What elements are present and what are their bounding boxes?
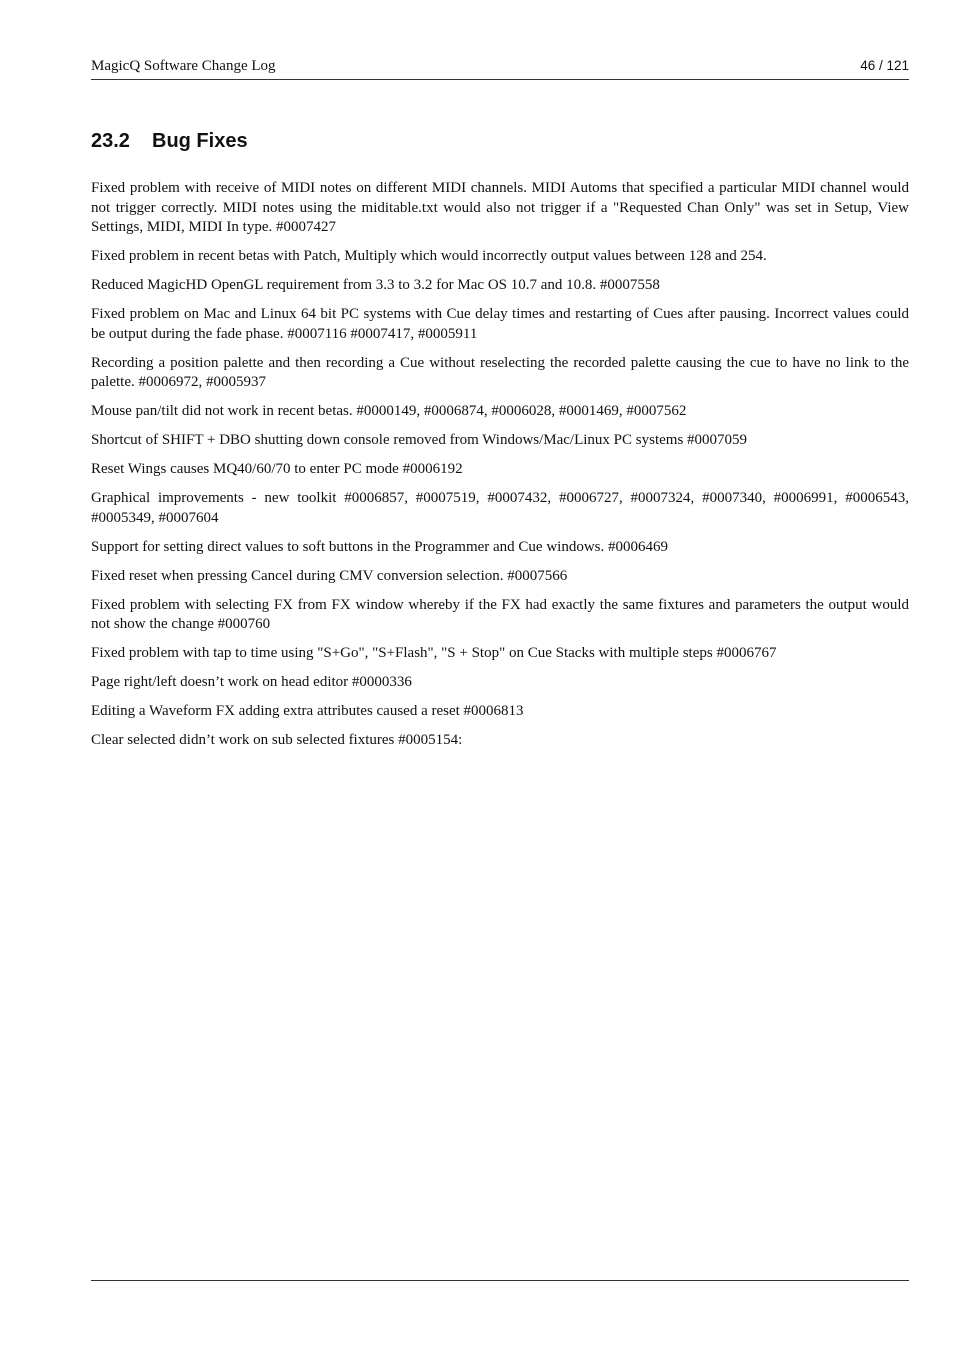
bug-fix-entry: Reset Wings causes MQ40/60/70 to enter PC mode #0006192 bbox=[91, 461, 463, 477]
bug-fix-entry: Fixed problem in recent betas with Patch, Multiply which would incorrectly output values between 128 and 254. bbox=[91, 248, 767, 264]
section-title: Bug Fixes bbox=[152, 130, 248, 152]
bug-fix-entry: Recording a position palette and then recording a Cue without reselecting the recorded palette causing the cue to have no link to the palette. #0006972, #0005937 bbox=[91, 354, 909, 390]
bug-fix-entry: Clear selected didn’t work on sub selected fixtures #0005154: bbox=[91, 732, 463, 748]
footer-rule bbox=[91, 1280, 909, 1281]
bug-fix-entry: Shortcut of SHIFT + DBO shutting down console removed from Windows/Mac/Linux PC systems #0007059 bbox=[91, 432, 748, 448]
bug-fix-entry: Graphical improvements - new toolkit #0006857, #0007519, #0007432, #0006727, #0007324, #0007340, #0006991, #0006543, #0005349, #0007604 bbox=[91, 490, 909, 526]
bug-fix-entry: Mouse pan/tilt did not work in recent betas. #0000149, #0006874, #0006028, #0001469, #0007562 bbox=[91, 403, 687, 419]
section-heading bbox=[91, 127, 248, 155]
bug-fix-entry: Reduced MagicHD OpenGL requirement from 3.3 to 3.2 for Mac OS 10.7 and 10.8. #0007558 bbox=[91, 277, 660, 293]
bug-fix-entry: Fixed problem with selecting FX from FX window whereby if the FX had exactly the same fixtures and parameters the output would not show the change #000760 bbox=[91, 596, 909, 632]
bug-fix-entry: Support for setting direct values to soft buttons in the Programmer and Cue windows. #0006469 bbox=[91, 538, 669, 555]
document-title: MagicQ Software Change Log bbox=[91, 58, 276, 74]
bug-fix-entry: Fixed reset when pressing Cancel during CMV conversion selection. #0007566 bbox=[91, 567, 568, 584]
page-number: 46 / 121 bbox=[860, 58, 909, 73]
bug-fix-list bbox=[91, 179, 909, 760]
bug-fix-entry: Editing a Waveform FX adding extra attributes caused a reset #0006813 bbox=[91, 703, 524, 719]
bug-fix-entry: Fixed problem on Mac and Linux 64 bit PC systems with Cue delay times and restarting of Cues after pausing. Incorrect values could be output during the fade phase. #0007116 #0007417, #0005911 bbox=[91, 306, 909, 342]
section-number: 23.2 bbox=[91, 130, 130, 152]
bug-fix-entry: Fixed problem with tap to time using "S+Go", "S+Flash", "S + Stop" on Cue Stacks with multiple steps #0006767 bbox=[91, 645, 777, 661]
bug-fix-entry: Page right/left doesn’t work on head editor #0000336 bbox=[91, 674, 412, 690]
bug-fix-entry: Fixed problem with receive of MIDI notes on different MIDI channels. MIDI Automs that specified a particular MIDI channel would not trigger correctly. MIDI notes using the miditable.txt would also not trigger if a "Requested Chan Only" was set in Setup, View Settings, MIDI, MIDI In type. #0007427 bbox=[91, 180, 909, 235]
page-header bbox=[91, 57, 909, 80]
